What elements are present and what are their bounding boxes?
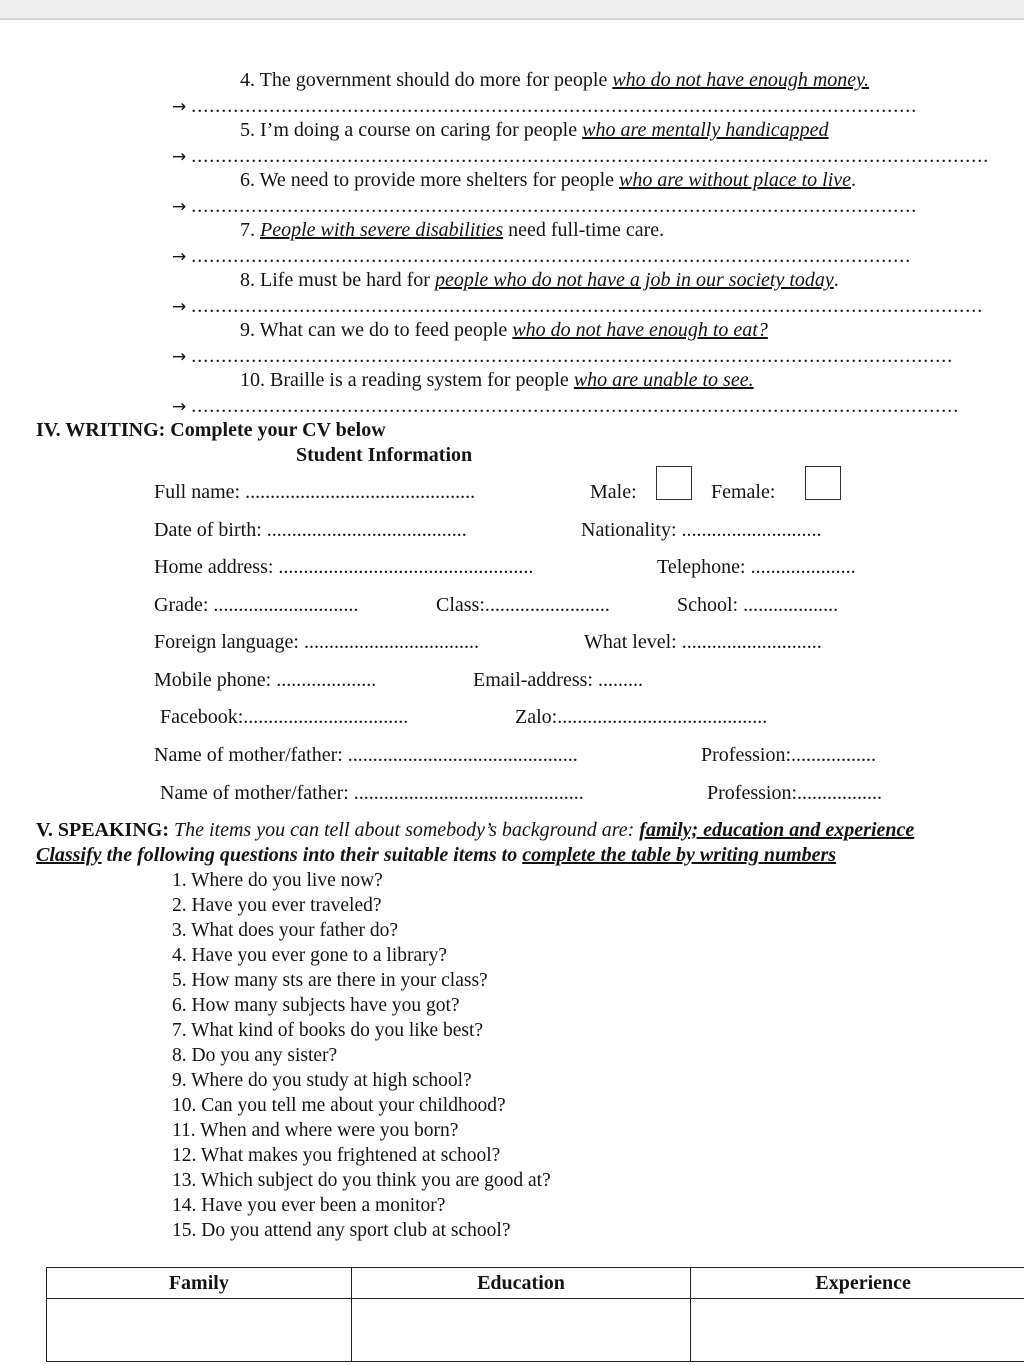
telephone-field[interactable]: Telephone: ..................... — [657, 556, 856, 578]
family-column-header: Family — [47, 1268, 352, 1299]
underlined-phrase: People with severe disabilities — [260, 219, 504, 241]
classify-instruction — [36, 844, 836, 867]
question-item: 13. Which subject do you think you are good at? — [172, 1170, 551, 1191]
profession-field-2[interactable]: Profession:................. — [707, 782, 882, 804]
facebook-field[interactable]: Facebook:................................. — [160, 706, 409, 728]
question-item: 11. When and where were you born? — [172, 1120, 459, 1141]
top-bar — [0, 0, 1024, 20]
question-item: 9. Where do you study at high school? — [172, 1070, 472, 1091]
question-item: 5. How many sts are there in your class? — [172, 970, 488, 991]
email-address-field[interactable]: Email-address: ......... — [473, 669, 643, 691]
arrow-icon: → — [172, 147, 187, 167]
date-of-birth-field[interactable]: Date of birth: ........................................ — [154, 519, 467, 541]
classify-word: Classify — [36, 844, 102, 866]
zalo-field[interactable]: Zalo:.......................................... — [515, 706, 768, 728]
answer-line-6[interactable] — [172, 195, 917, 218]
sentence-text: Life must be hard for — [260, 269, 430, 291]
question-item: 12. What makes you frightened at school? — [172, 1145, 501, 1166]
underlined-phrase: who are unable to see. — [573, 369, 754, 391]
question-item: 14. Have you ever been a monitor? — [172, 1195, 446, 1216]
arrow-icon: → — [172, 247, 187, 267]
exercise-item-6 — [240, 169, 856, 192]
sentence-text: I’m doing a course on caring for people — [260, 119, 578, 141]
family-answer-cell[interactable] — [47, 1299, 352, 1362]
answer-dots: ......................................................................................................................... — [191, 95, 918, 117]
underlined-phrase: who are without place to live — [619, 169, 852, 191]
home-address-field[interactable]: Home address: ................................................... — [154, 556, 534, 578]
question-item: 7. What kind of books do you like best? — [172, 1020, 484, 1041]
answer-line-7[interactable] — [172, 245, 911, 268]
parent-name-field-2[interactable]: Name of mother/father: .............................................. — [160, 782, 584, 804]
grade-field[interactable]: Grade: ............................. — [154, 594, 359, 616]
question-item: 6. How many subjects have you got? — [172, 995, 460, 1016]
table-row — [47, 1299, 1024, 1362]
answer-dots: ................................................................................................................................ — [191, 395, 960, 417]
answer-line-8[interactable] — [172, 295, 983, 318]
question-item: 10. Can you tell me about your childhood? — [172, 1095, 506, 1116]
sentence-text: The government should do more for people — [259, 69, 608, 91]
sentence-end: . — [833, 269, 839, 291]
question-item: 15. Do you attend any sport club at school? — [172, 1220, 511, 1241]
answer-dots: ......................................................................................................................... — [191, 195, 918, 217]
answer-line-10[interactable] — [172, 395, 959, 418]
arrow-icon: → — [172, 397, 187, 417]
item-number: 5. — [240, 119, 255, 141]
underlined-phrase: who are mentally handicapped — [582, 119, 829, 141]
item-number: 10. — [240, 369, 265, 391]
school-field[interactable]: School: ................... — [677, 594, 839, 616]
speaking-intro: The items you can tell about somebody’s background are: — [169, 819, 640, 841]
classify-end: complete the table by writing numbers — [522, 844, 837, 866]
item-number: 8. — [240, 269, 255, 291]
arrow-icon: → — [172, 347, 187, 367]
arrow-icon: → — [172, 97, 187, 117]
answer-dots: ............................................................................................................................... — [191, 345, 954, 367]
sentence-text: Braille is a reading system for people — [270, 369, 569, 391]
underlined-phrase: who do not have enough to eat? — [512, 319, 768, 341]
male-label: Male: — [590, 481, 637, 503]
exercise-item-8 — [240, 269, 839, 292]
question-item: 3. What does your father do? — [172, 920, 398, 941]
answer-dots: ..................................................................................................................................... — [191, 145, 990, 167]
sentence-end: need full-time care. — [503, 219, 665, 241]
female-checkbox[interactable] — [805, 466, 841, 500]
exercise-item-7 — [240, 219, 664, 242]
what-level-field[interactable]: What level: ............................ — [584, 631, 822, 653]
full-name-field[interactable]: Full name: .............................................. — [154, 481, 476, 503]
male-checkbox[interactable] — [656, 466, 692, 500]
exercise-item-5 — [240, 119, 829, 142]
item-number: 4. — [240, 69, 255, 91]
question-item: 1. Where do you live now? — [172, 870, 383, 891]
sentence-end: . — [851, 169, 857, 191]
question-item: 4. Have you ever gone to a library? — [172, 945, 448, 966]
classify-mid: the following questions into their suitable items to — [101, 844, 523, 866]
classification-table — [46, 1267, 1024, 1362]
female-label: Female: — [711, 481, 776, 503]
sentence-text: We need to provide more shelters for people — [259, 169, 615, 191]
table-header-row — [47, 1268, 1024, 1299]
mobile-phone-field[interactable]: Mobile phone: .................... — [154, 669, 377, 691]
answer-dots: ........................................................................................................................ — [191, 245, 912, 267]
item-number: 6. — [240, 169, 255, 191]
underlined-phrase: who do not have enough money. — [612, 69, 869, 91]
experience-column-header: Experience — [691, 1268, 1024, 1299]
education-answer-cell[interactable] — [351, 1299, 691, 1362]
answer-dots: .................................................................................................................................... — [191, 295, 984, 317]
writing-heading: IV. WRITING: Complete your CV below — [36, 419, 386, 441]
arrow-icon: → — [172, 297, 187, 317]
exercise-item-10 — [240, 369, 754, 392]
item-number: 7. — [240, 219, 255, 241]
nationality-field[interactable]: Nationality: ............................ — [581, 519, 822, 541]
student-info-subheading: Student Information — [296, 444, 473, 466]
question-item: 2. Have you ever traveled? — [172, 895, 382, 916]
foreign-language-field[interactable]: Foreign language: ................................... — [154, 631, 479, 653]
item-number: 9. — [240, 319, 255, 341]
sentence-text: What can we do to feed people — [259, 319, 508, 341]
question-item: 8. Do you any sister? — [172, 1045, 338, 1066]
speaking-heading-line — [36, 819, 914, 842]
exercise-item-4 — [240, 69, 869, 92]
speaking-label: V. SPEAKING: — [36, 819, 169, 841]
parent-name-field-1[interactable]: Name of mother/father: .............................................. — [154, 744, 578, 766]
profession-field-1[interactable]: Profession:................. — [701, 744, 876, 766]
speaking-items: family; education and experience — [639, 819, 915, 841]
class-field[interactable]: Class:......................... — [436, 594, 610, 616]
answer-line-4[interactable] — [172, 95, 917, 118]
experience-answer-cell[interactable] — [691, 1299, 1024, 1362]
education-column-header: Education — [351, 1268, 691, 1299]
answer-line-9[interactable] — [172, 345, 953, 368]
answer-line-5[interactable] — [172, 145, 989, 168]
arrow-icon: → — [172, 197, 187, 217]
exercise-item-9 — [240, 319, 768, 342]
underlined-phrase: people who do not have a job in our society today — [434, 269, 834, 291]
